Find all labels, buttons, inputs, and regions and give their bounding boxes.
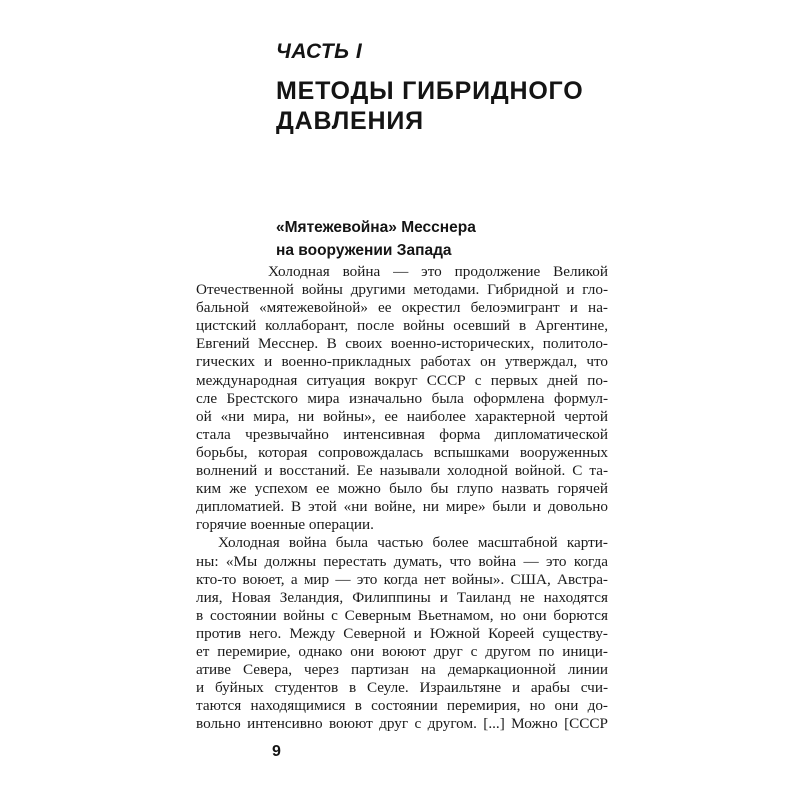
text-line: волнений и восстаний. Ее называли холодной войной. С та-	[196, 462, 608, 480]
text-line: ативе Севера, через партизан на демаркационной линии	[196, 661, 608, 679]
text-line: ой «ни мира, ни войны», ее наиболее характерной чертой	[196, 407, 608, 425]
paragraph	[196, 263, 608, 534]
text-line: международная ситуация вокруг СССР с первых дней по-	[196, 371, 608, 389]
text-line: цистский коллаборант, после войны осевший в Аргентине,	[196, 317, 608, 335]
part-title-line: МЕТОДЫ ГИБРИДНОГО	[276, 77, 584, 105]
section-title-line: на вооружении Запада	[276, 242, 452, 259]
text-line: горячие военные операции.	[196, 516, 374, 534]
text-line: Отечественной войны другими методами. Гибридной и гло-	[196, 281, 608, 299]
text-line: Евгений Месснер. В своих военно-исторических, политоло-	[196, 335, 608, 353]
text-line: против него. Между Северной и Южной Кореей существу-	[196, 624, 608, 642]
section-title-line: «Мятежевойна» Месснера	[276, 219, 476, 236]
part-title-line: ДАВЛЕНИЯ	[276, 107, 424, 135]
text-line: гических и военно-прикладных работах он утверждал, что	[196, 353, 608, 371]
text-line: в состоянии войны с Северным Вьетнамом, но они борются	[196, 606, 608, 624]
body-text	[196, 263, 608, 733]
page-number: 9	[272, 743, 281, 760]
text-line: дипломатией. В этой «ни войне, ни мире» были и довольно	[196, 498, 608, 516]
text-line: Холодная война была частью более масштабной карти-	[218, 534, 608, 552]
text-line: лия, Новая Зеландия, Филиппины и Таиланд не находятся	[196, 588, 608, 606]
part-title	[276, 76, 606, 136]
text-line: ет перемирие, однако они воюют друг с другом по иници-	[196, 642, 608, 660]
text-line: бальной «мятежевойной» ее окрестил белоэмигрант и на-	[196, 299, 608, 317]
text-line: стала чрезвычайно интенсивная форма дипломатической	[196, 425, 608, 443]
text-line: борьбы, которая сопровождалась вспышками вооруженных	[196, 443, 608, 461]
text-line: кто-то воюет, а мир — это когда нет войны». США, Австра-	[196, 570, 608, 588]
text-line: ким же успехом ее можно было бы глупо назвать горячей	[196, 480, 608, 498]
text-line: Холодная война — это продолжение Великой	[268, 263, 608, 280]
text-line: и буйных студентов в Сеуле. Израильтяне и арабы счи-	[196, 679, 608, 697]
text-line: таются находящимися в состоянии перемирия, но они до-	[196, 697, 608, 715]
text-line: ны: «Мы должны перестать думать, что война — это когда	[196, 552, 608, 570]
paragraph	[196, 534, 608, 733]
text-line: вольно интенсивно воюют друг с другом. [...] Можно [СССР	[196, 715, 608, 733]
section-title	[276, 216, 606, 262]
part-label: ЧАСТЬ I	[276, 40, 363, 63]
text-line: сле Брестского мира изначально была оформлена формул-	[196, 389, 608, 407]
